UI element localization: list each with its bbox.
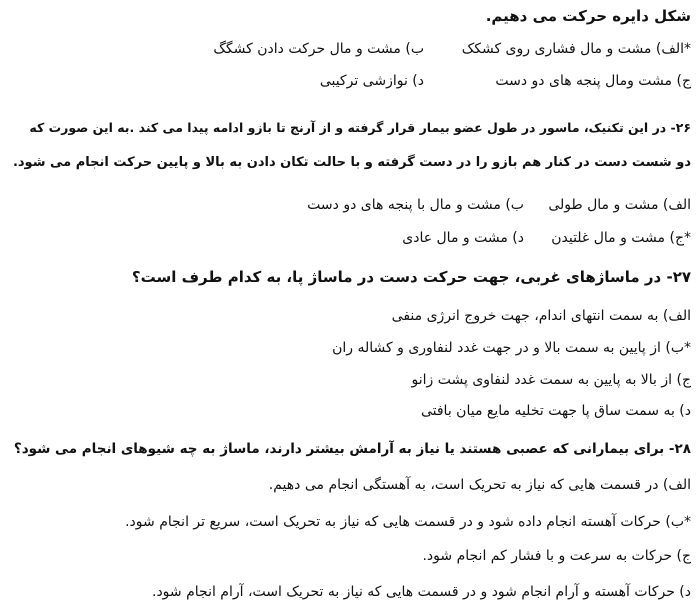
q26-question-line2: دو شست دست در کنار هم بازو را در دست گرفته و با حالت تکان دادن به بالا و پایین حرکت انجام می شود.	[12, 155, 691, 170]
q27-question: ۲۷- در ماساژهای غربی، جهت حرکت دست در ماساژ پا، به کدام طرف است؟	[131, 268, 691, 286]
q26-option-d: د) مشت و مال عادی	[402, 230, 524, 246]
q27-option-c: ج) از بالا به پایین به سمت غدد لنفاوی پشت زانو	[411, 372, 691, 388]
q27-option-b: *ب) از پایین به سمت بالا و در جهت غدد لنفاوری و کشاله ران	[332, 340, 691, 356]
q25-option-a: *الف) مشت و مال فشاری روی کشکک	[461, 41, 691, 57]
q25-option-b: ب) مشت و مال حرکت دادن کشگگ	[213, 41, 424, 57]
q27-option-d: د) به سمت ساق پا جهت تخلیه مایع میان بافتی	[420, 403, 691, 419]
q27-option-a: الف) به سمت انتهای اندام، جهت خروج انرژی منفی	[391, 308, 691, 324]
q25-intro: شکل دایره حرکت می دهیم.	[485, 7, 691, 25]
q26-option-c: *ج) مشت و مال غلتیدن	[551, 230, 691, 246]
q26-question-line1: ۲۶- در این تکنیک، ماسور در طول عضو بیمار قرار گرفته و از آرنج تا بازو ادامه پیدا می کند .به این صورت که	[29, 120, 691, 135]
q25-option-d: د) نوازشی ترکیبی	[319, 73, 424, 89]
q26-option-a: الف) مشت و مال طولی	[548, 197, 691, 213]
q25-option-c: ج) مشت ومال پنجه های دو دست	[495, 73, 691, 89]
q26-option-b: ب) مشت و مال با پنجه های دو دست	[307, 197, 524, 213]
q28-option-a: الف) در قسمت هایی که نیاز به تحریک است، به آهستگی انجام می دهیم.	[268, 477, 691, 493]
q28-question: ۲۸- برای بیمارانی که عصبی هستند یا نیاز به آرامش بیشتر دارند، ماساژ به چه شیوهای انجام می شود؟	[13, 441, 691, 457]
q28-option-d: د) حرکات آهسته و آرام انجام شود و در قسمت هایی که نیاز به تحریک است، آرام انجام شود.	[152, 584, 691, 600]
q28-option-c: ج) حرکات به سرعت و با فشار کم انجام شود.	[422, 548, 691, 564]
q28-option-b: *ب) حرکات آهسته انجام داده شود و در قسمت هایی که نیاز به تحریک است، سریع تر انجام شود.	[125, 514, 691, 530]
